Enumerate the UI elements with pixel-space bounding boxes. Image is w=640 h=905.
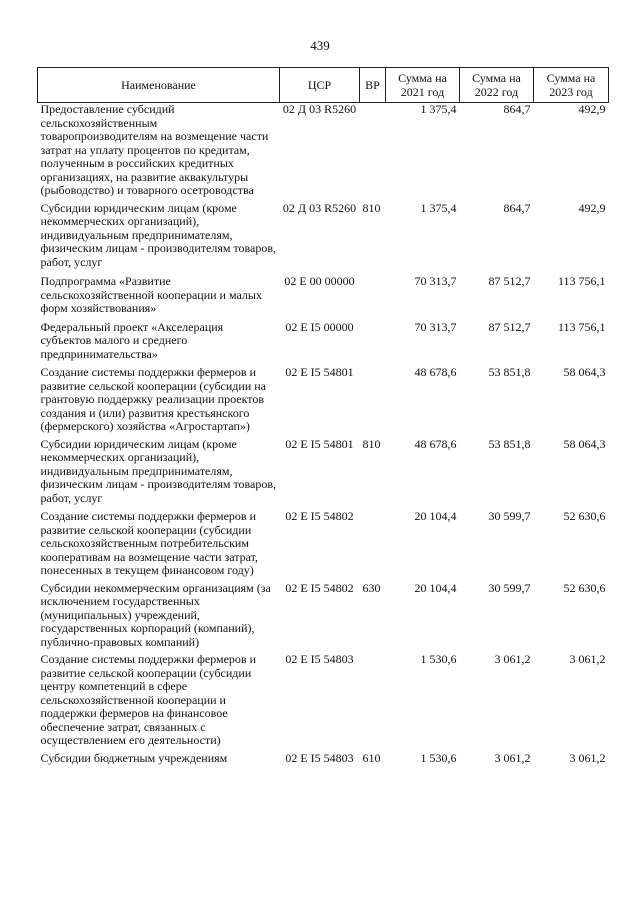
cell-sum-2022: 87 512,7	[488, 274, 531, 288]
cell-name: Создание системы поддержки фермеров и развитие сельской кооперации (субсидии сельскохозяйственным потребительским кооперативам на возмещение части затрат, понесенных в текущем финансовом году)	[40, 509, 258, 577]
cell-name: Федеральный проект «Акселерация субъектов малого и среднего предпринимательства»	[40, 319, 224, 361]
header-sum-2021: Сумма на 2021 год	[386, 68, 460, 103]
cell-name: Субсидии юридическим лицам (кроме некоммерческих организаций), индивидуальным предпринимателям, физическим лицам - производителям товаров, работ, услуг	[40, 200, 277, 269]
table-row	[38, 103, 609, 202]
table-row	[38, 510, 609, 582]
cell-sum-2023: 113 756,1	[557, 319, 606, 334]
cell-vr	[360, 275, 386, 321]
cell-name: Создание системы поддержки фермеров и развитие сельской кооперации (субсидии на грантовую поддержку реализации проектов создания и (или) развития крестьянского (фермерского) хозяйства «Агростартап»)	[40, 365, 266, 433]
table-row	[38, 653, 609, 752]
header-csr: ЦСР	[280, 68, 360, 103]
cell-sum-2021: 48 678,6	[414, 365, 457, 379]
table-header-row	[38, 68, 609, 103]
cell-sum-2023: 58 064,3	[563, 365, 606, 379]
cell-sum-2023: 58 064,3	[563, 436, 606, 451]
cell-sum-2023: 492,9	[578, 102, 606, 116]
cell-sum-2021: 1 530,6	[420, 750, 457, 765]
cell-vr	[360, 366, 386, 438]
cell-sum-2022: 864,7	[503, 102, 531, 116]
cell-csr: 02 Е I5 54801	[285, 436, 354, 451]
cell-vr: 630	[362, 580, 381, 595]
header-vr: ВР	[360, 68, 386, 103]
cell-name: Предоставление субсидий сельскохозяйственным товаропроизводителям на возмещение части затрат на уплату процентов по кредитам, полученным в российских кредитных организациях, на развитие аквакультуры (рыбоводство) и товарного осетроводства	[40, 102, 269, 197]
cell-csr: 02 Е I5 00000	[285, 319, 354, 334]
cell-sum-2022: 30 599,7	[488, 509, 531, 523]
cell-vr	[360, 321, 386, 367]
cell-csr: 02 Е I5 54803	[285, 750, 354, 765]
cell-vr	[360, 103, 386, 202]
cell-sum-2021: 1 375,4	[420, 200, 457, 215]
cell-sum-2022: 864,7	[503, 200, 531, 215]
cell-sum-2021: 1 530,6	[420, 652, 457, 666]
cell-sum-2021: 20 104,4	[414, 509, 457, 523]
table-row	[38, 438, 609, 511]
cell-sum-2023: 52 630,6	[563, 580, 606, 595]
cell-csr: 02 Е I5 54802	[285, 509, 354, 523]
cell-csr: 02 Д 03 R5260	[282, 102, 357, 116]
cell-name: Подпрограмма «Развитие сельскохозяйственной кооперации и малых форм хозяйствования»	[40, 274, 262, 315]
table-row	[38, 752, 609, 770]
cell-csr: 02 Е I5 54803	[285, 652, 354, 666]
cell-sum-2022: 3 061,2	[494, 652, 531, 666]
cell-vr: 810	[362, 200, 381, 215]
cell-sum-2023: 113 756,1	[557, 274, 606, 288]
table-row	[38, 366, 609, 438]
cell-csr: 02 Д 03 R5260	[282, 200, 357, 215]
header-name: Наименование	[38, 68, 280, 103]
cell-sum-2023: 492,9	[578, 200, 606, 215]
cell-sum-2022: 3 061,2	[494, 750, 531, 765]
cell-name: Субсидии некоммерческим организациям (за исключением государственных (муниципальных) учреждений, государственных корпораций (компаний), публично-правовых компаний)	[40, 580, 271, 649]
cell-sum-2021: 70 313,7	[414, 274, 457, 288]
table-row	[38, 582, 609, 654]
cell-name: Субсидии юридическим лицам (кроме некоммерческих организаций), индивидуальным предпринимателям, физическим лицам - производителям товаров, работ, услуг	[40, 436, 277, 505]
cell-sum-2021: 1 375,4	[420, 102, 457, 116]
cell-vr	[360, 653, 386, 752]
cell-sum-2022: 87 512,7	[488, 319, 531, 334]
cell-vr: 810	[362, 436, 381, 451]
cell-sum-2022: 53 851,8	[488, 436, 531, 451]
cell-csr: 02 Е I5 54801	[285, 365, 354, 379]
header-sum-2022: Сумма на 2022 год	[460, 68, 534, 103]
table-row	[38, 202, 609, 276]
cell-sum-2021: 48 678,6	[414, 436, 457, 451]
cell-name: Создание системы поддержки фермеров и развитие сельской кооперации (субсидии центру компетенций в сфере сельскохозяйственной кооперации и поддержки фермеров на финансовое обеспечение затрат, связанных с осуществлением его деятельности)	[40, 652, 257, 747]
header-sum-2023: Сумма на 2023 год	[534, 68, 609, 103]
cell-sum-2022: 30 599,7	[488, 580, 531, 595]
table-row	[38, 321, 609, 367]
cell-sum-2022: 53 851,8	[488, 365, 531, 379]
cell-sum-2023: 52 630,6	[563, 509, 606, 523]
page-number: 439	[310, 38, 330, 53]
cell-vr: 610	[362, 750, 381, 765]
cell-sum-2023: 3 061,2	[569, 750, 606, 765]
cell-vr	[360, 510, 386, 582]
cell-csr: 02 Е I5 54802	[285, 580, 354, 595]
cell-sum-2021: 70 313,7	[414, 319, 457, 334]
table-row	[38, 275, 609, 321]
table-body	[38, 103, 609, 770]
budget-table	[37, 67, 609, 769]
cell-sum-2021: 20 104,4	[414, 580, 457, 595]
cell-sum-2023: 3 061,2	[569, 652, 606, 666]
cell-csr: 02 Е 00 00000	[284, 274, 355, 288]
cell-name: Субсидии бюджетным учреждениям	[40, 750, 228, 765]
